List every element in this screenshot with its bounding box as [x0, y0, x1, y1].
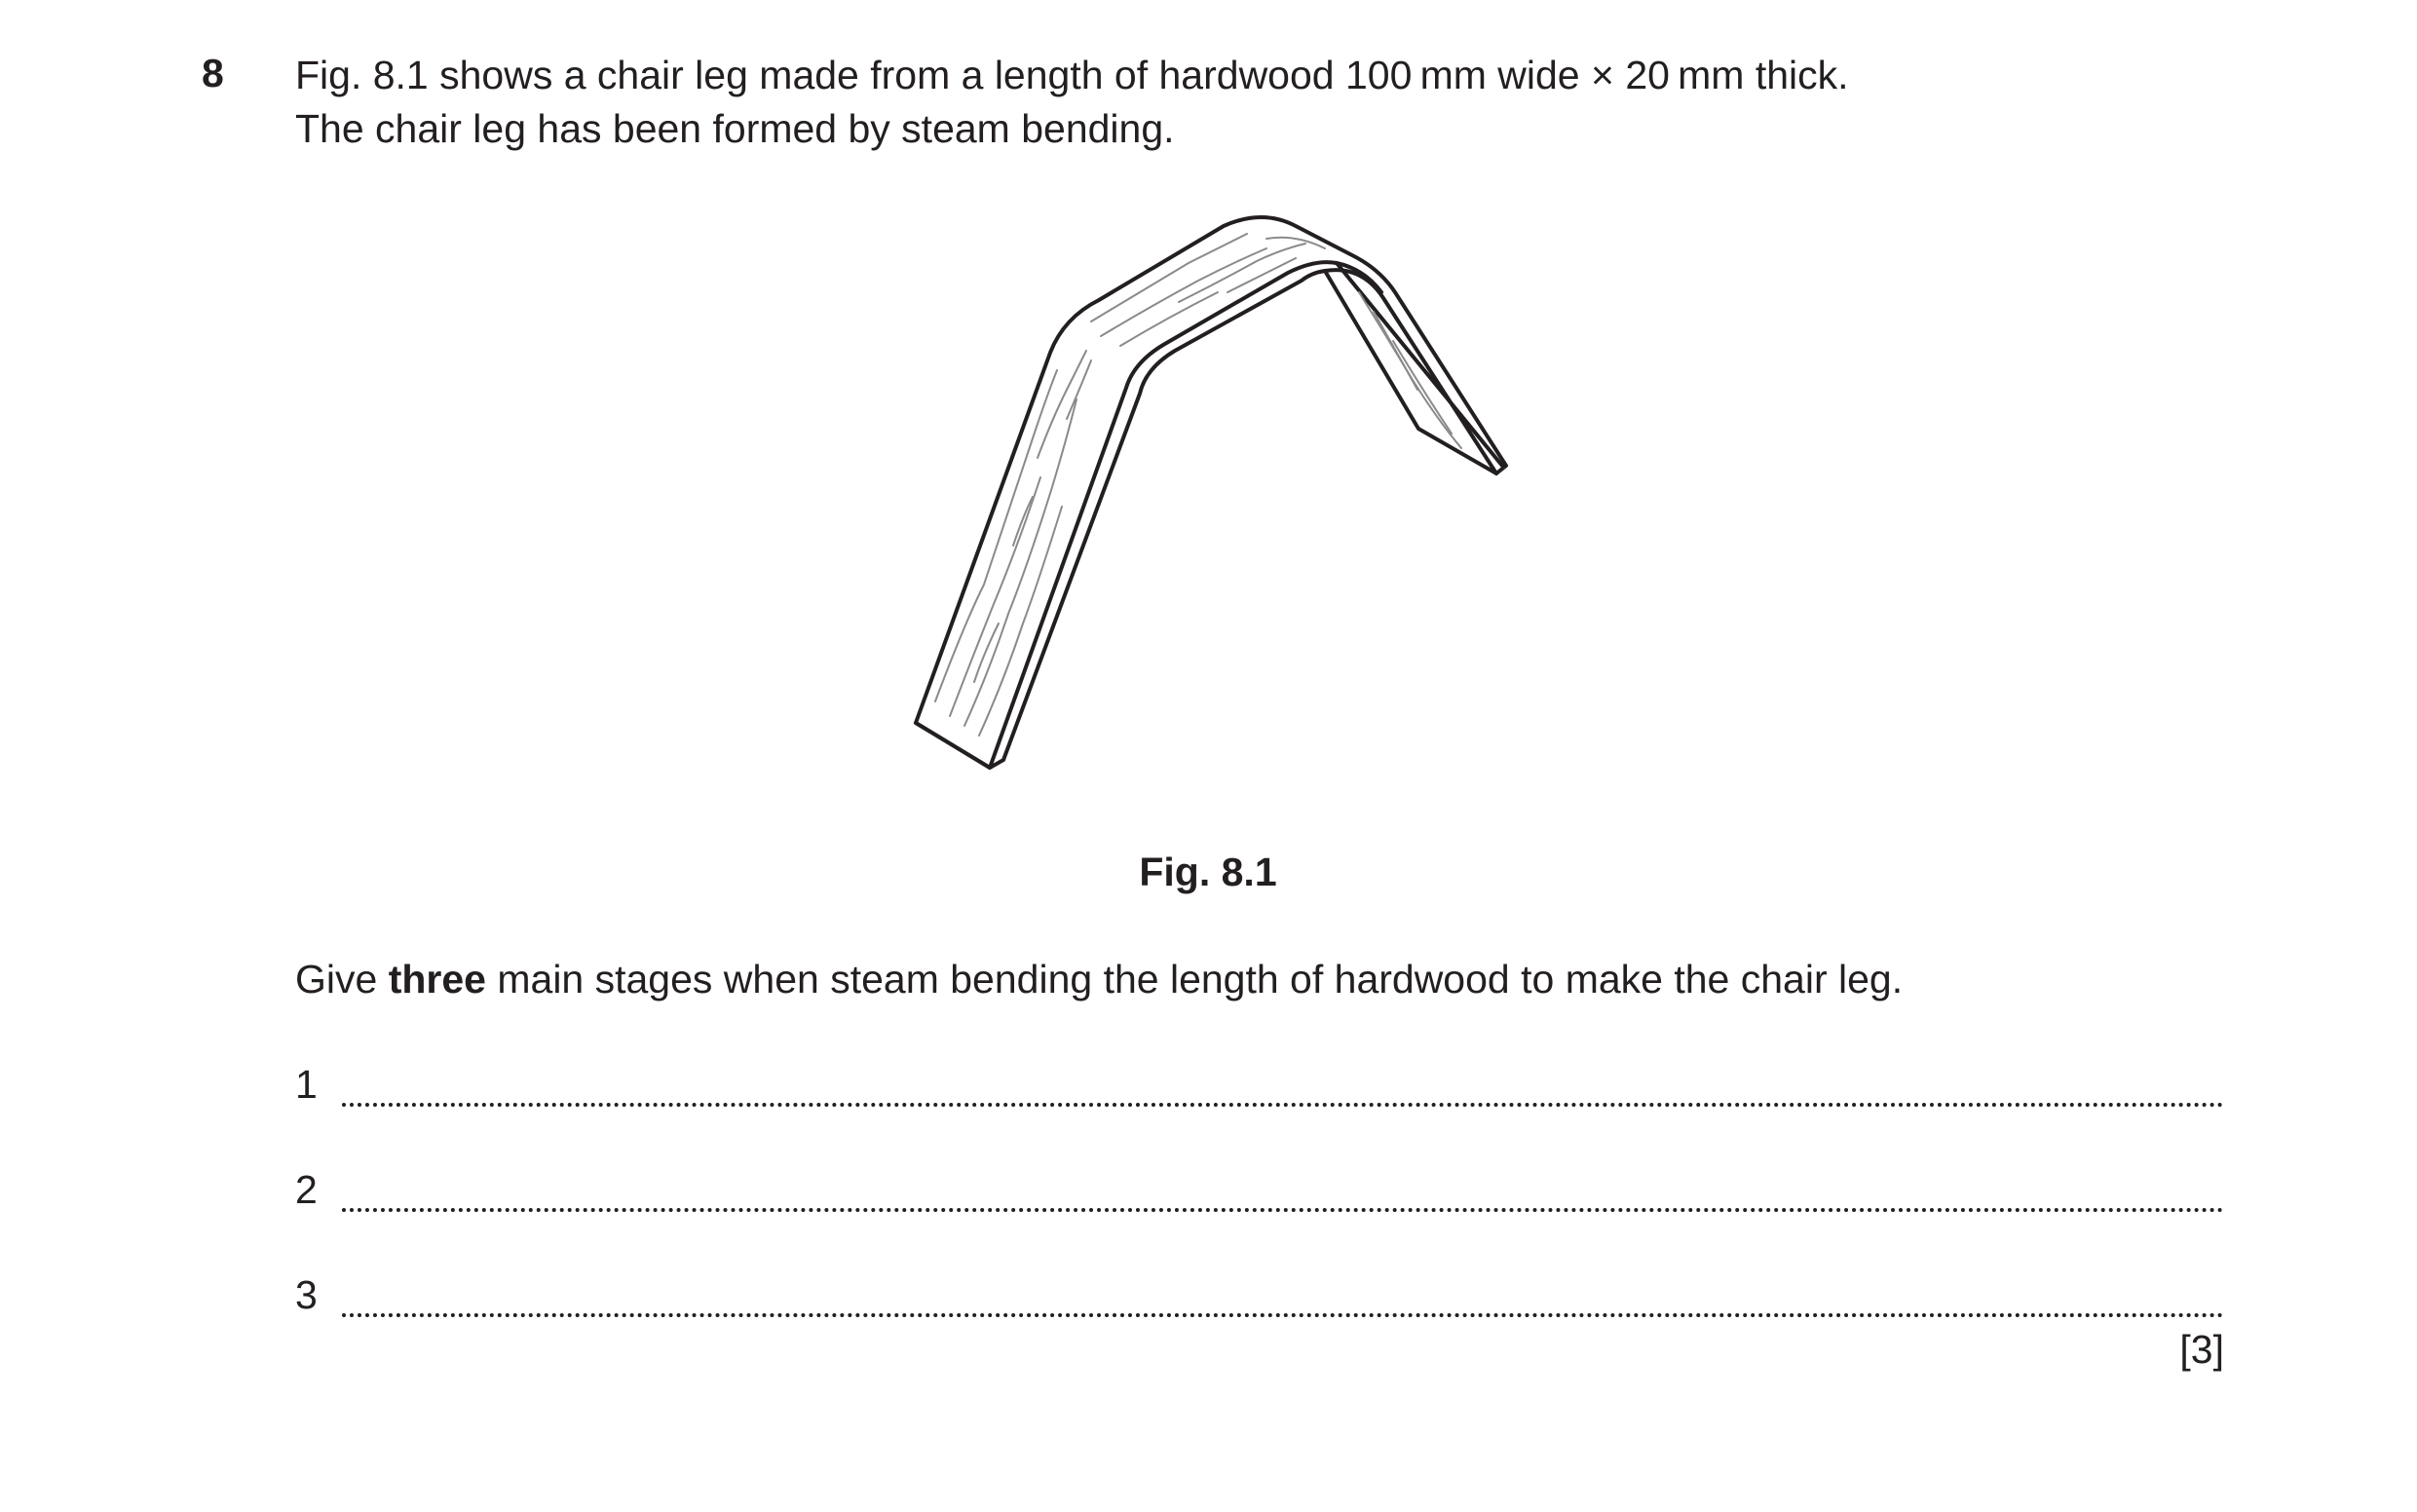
prompt-text-start: Give: [295, 957, 389, 1002]
leg-thickness-edge: [990, 262, 1381, 768]
answer-dotted-line[interactable]: [342, 1194, 2224, 1212]
answer-line-2[interactable]: [295, 1165, 2224, 1214]
figure-caption: Fig. 8.1: [1139, 850, 1277, 894]
chair-leg-icon: [906, 205, 1530, 789]
right-leg-edge: [1337, 263, 1502, 466]
marks-allocation: [3]: [2179, 1327, 2224, 1372]
answer-dotted-line[interactable]: [342, 1089, 2224, 1107]
prompt-text-end: main stages when steam bending the length of hardwood to make the chair leg.: [485, 957, 1904, 1002]
question-intro: [295, 49, 1849, 156]
prompt-emphasis: three: [388, 957, 486, 1002]
answer-line-3[interactable]: [295, 1270, 2224, 1319]
intro-line-1: Fig. 8.1 shows a chair leg made from a length of hardwood 100 mm wide × 20 mm thick.: [295, 53, 1849, 97]
right-leg-end: [1325, 271, 1496, 473]
intro-line-2: The chair leg has been formed by steam bending.: [295, 106, 1175, 151]
answer-number: 2: [295, 1167, 318, 1212]
chair-leg-figure: [906, 205, 1530, 789]
question-number: 8: [202, 51, 224, 95]
question-prompt: [295, 955, 1903, 1003]
answer-number: 3: [295, 1272, 318, 1317]
left-leg-end: [916, 723, 990, 768]
leg-front-face: [916, 217, 1506, 768]
answer-dotted-line[interactable]: [342, 1300, 2224, 1317]
answer-line-1[interactable]: [295, 1060, 2224, 1109]
answer-number: 1: [295, 1062, 318, 1107]
